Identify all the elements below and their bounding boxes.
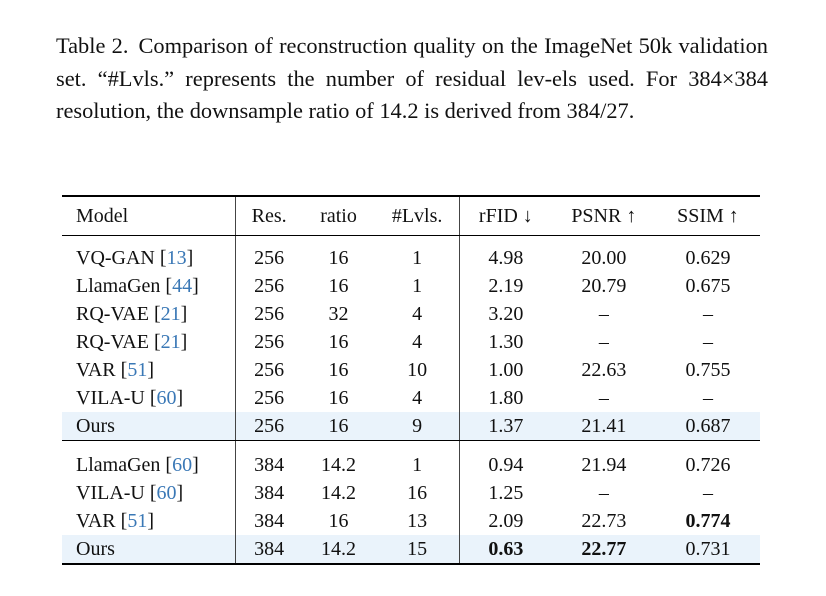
cell-psnr: – xyxy=(598,386,609,409)
cell-ssim: 0.629 xyxy=(685,246,731,269)
cell-psnr: 21.94 xyxy=(581,453,627,476)
cell-ssim-best: 0.774 xyxy=(685,509,731,532)
cell-ssim: 0.755 xyxy=(685,358,731,381)
reconstruction-quality-table xyxy=(62,195,760,565)
cell-psnr-best: 22.77 xyxy=(552,535,656,564)
table-header-row xyxy=(62,196,760,236)
cell-res: 384 xyxy=(236,535,302,564)
table-row xyxy=(62,328,760,356)
cell-lvls: 13 xyxy=(375,507,459,535)
model-name: RQ-VAE xyxy=(76,330,149,353)
cell-model: VILA-U [60] xyxy=(62,479,236,507)
table-group-384 xyxy=(62,441,760,565)
cell-ratio: 16 xyxy=(328,386,349,409)
header-res: Res. xyxy=(236,196,302,236)
cell-res: 256 xyxy=(254,330,285,353)
table-row-ours xyxy=(62,412,760,441)
model-name: VQ-GAN xyxy=(76,246,155,269)
cell-rfid: 4.98 xyxy=(488,246,524,269)
cell-ratio: 32 xyxy=(328,302,349,325)
cell-model: RQ-VAE [21] xyxy=(62,300,236,328)
cell-lvls: 4 xyxy=(375,300,459,328)
cell-model: Ours xyxy=(62,412,236,441)
cell-ssim: – xyxy=(702,330,713,353)
citation-link[interactable]: 44 xyxy=(172,274,193,297)
cell-res: 256 xyxy=(254,302,285,325)
table-row xyxy=(62,356,760,384)
cell-ratio: 14.2 xyxy=(302,535,375,564)
cell-rfid: 1.37 xyxy=(459,412,551,441)
table-row xyxy=(62,236,760,273)
cell-lvls: 4 xyxy=(375,384,459,412)
cell-ssim: – xyxy=(702,302,713,325)
citation-link[interactable]: 21 xyxy=(160,302,181,325)
cell-model: VAR [51] xyxy=(62,356,236,384)
model-name: VAR xyxy=(76,358,116,381)
table-caption-text: Comparison of reconstruction quality on the ImageNet 50k validation set. “#Lvls.” represents the number of residual lev-els used. For 384×384 resolution, the downsample ratio of 14.2 is derived from 384/27. xyxy=(56,33,768,123)
table-group-256 xyxy=(62,236,760,441)
table-row-ours xyxy=(62,535,760,564)
cell-model: VQ-GAN [13] xyxy=(62,236,236,273)
header-rfid: rFID ↓ xyxy=(459,196,551,236)
cell-rfid-best: 0.63 xyxy=(459,535,551,564)
cell-ratio: 16 xyxy=(328,509,349,532)
cell-rfid: 2.19 xyxy=(488,274,524,297)
cell-psnr: 22.63 xyxy=(581,358,627,381)
table-row xyxy=(62,300,760,328)
cell-res: 256 xyxy=(236,412,302,441)
cell-ssim: 0.675 xyxy=(685,274,731,297)
cell-res: 256 xyxy=(254,358,285,381)
cell-ratio: 14.2 xyxy=(321,481,357,504)
cell-ratio: 16 xyxy=(328,358,349,381)
cell-lvls: 9 xyxy=(375,412,459,441)
cell-res: 384 xyxy=(254,453,285,476)
cell-ssim: – xyxy=(702,481,713,504)
table-row xyxy=(62,507,760,535)
cell-res: 384 xyxy=(254,509,285,532)
cell-lvls: 1 xyxy=(375,272,459,300)
cell-lvls: 1 xyxy=(375,236,459,273)
table-row xyxy=(62,479,760,507)
cell-lvls: 4 xyxy=(375,328,459,356)
cell-psnr: – xyxy=(598,330,609,353)
cell-rfid: 0.94 xyxy=(488,453,524,476)
model-name: LlamaGen xyxy=(76,274,161,297)
citation-link[interactable]: 60 xyxy=(172,453,193,476)
cell-res: 256 xyxy=(254,386,285,409)
header-ratio: ratio xyxy=(302,196,375,236)
table-caption xyxy=(56,30,768,128)
cell-rfid: 1.30 xyxy=(488,330,524,353)
header-psnr: PSNR ↑ xyxy=(552,196,656,236)
model-name: VILA-U xyxy=(76,386,145,409)
cell-rfid: 3.20 xyxy=(488,302,524,325)
cell-psnr: 20.00 xyxy=(581,246,627,269)
cell-rfid: 1.00 xyxy=(488,358,524,381)
cell-model: Ours xyxy=(62,535,236,564)
cell-lvls: 10 xyxy=(375,356,459,384)
table-row xyxy=(62,441,760,480)
cell-rfid: 1.25 xyxy=(488,481,524,504)
cell-model: RQ-VAE [21] xyxy=(62,328,236,356)
cell-psnr: 22.73 xyxy=(581,509,627,532)
cell-ratio: 16 xyxy=(328,330,349,353)
cell-model: VAR [51] xyxy=(62,507,236,535)
header-model: Model xyxy=(62,196,236,236)
cell-psnr: – xyxy=(598,302,609,325)
cell-ssim: 0.687 xyxy=(656,412,760,441)
table-row xyxy=(62,384,760,412)
cell-rfid: 1.80 xyxy=(488,386,524,409)
citation-link[interactable]: 60 xyxy=(156,481,177,504)
citation-link[interactable]: 13 xyxy=(166,246,187,269)
header-lvls: #Lvls. xyxy=(375,196,459,236)
cell-ssim: – xyxy=(702,386,713,409)
citation-link[interactable]: 21 xyxy=(160,330,181,353)
cell-ssim: 0.731 xyxy=(656,535,760,564)
cell-rfid: 2.09 xyxy=(488,509,524,532)
cell-res: 384 xyxy=(254,481,285,504)
cell-model: LlamaGen [44] xyxy=(62,272,236,300)
cell-ratio: 16 xyxy=(328,246,349,269)
cell-ratio: 16 xyxy=(302,412,375,441)
cell-lvls: 1 xyxy=(375,441,459,480)
model-name: RQ-VAE xyxy=(76,302,149,325)
cell-lvls: 16 xyxy=(375,479,459,507)
cell-model: LlamaGen [60] xyxy=(62,441,236,480)
cell-ratio: 16 xyxy=(328,274,349,297)
model-name: VAR xyxy=(76,509,116,532)
cell-res: 256 xyxy=(254,274,285,297)
cell-psnr: – xyxy=(598,481,609,504)
cell-ratio: 14.2 xyxy=(321,453,357,476)
citation-link[interactable]: 60 xyxy=(156,386,177,409)
cell-psnr: 21.41 xyxy=(552,412,656,441)
model-name: VILA-U xyxy=(76,481,145,504)
citation-link[interactable]: 51 xyxy=(127,358,148,381)
cell-psnr: 20.79 xyxy=(581,274,627,297)
cell-res: 256 xyxy=(254,246,285,269)
table-caption-label: Table 2. xyxy=(56,33,129,58)
cell-model: VILA-U [60] xyxy=(62,384,236,412)
header-ssim: SSIM ↑ xyxy=(656,196,760,236)
cell-ssim: 0.726 xyxy=(685,453,731,476)
model-name: LlamaGen xyxy=(76,453,161,476)
citation-link[interactable]: 51 xyxy=(127,509,148,532)
cell-lvls: 15 xyxy=(375,535,459,564)
table-row xyxy=(62,272,760,300)
